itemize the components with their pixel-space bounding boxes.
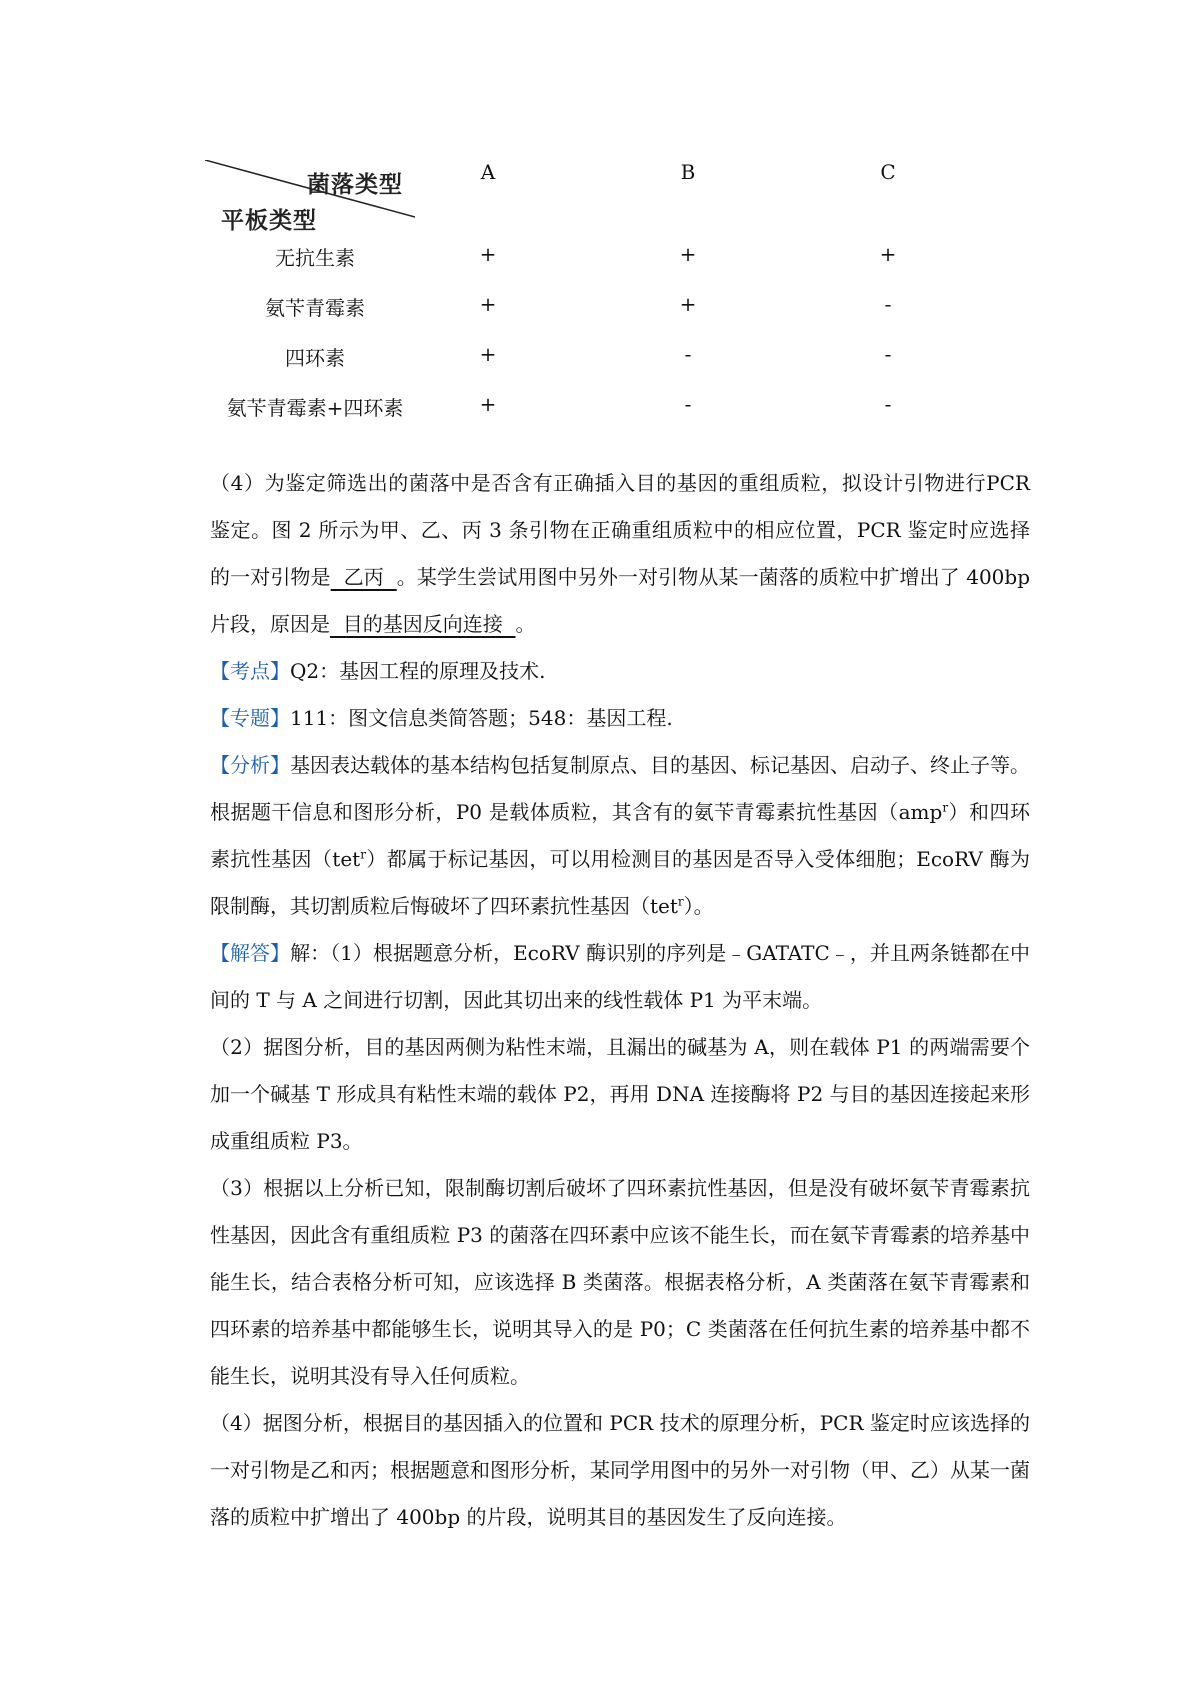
table-cell: +	[479, 342, 497, 366]
table-row	[200, 292, 1030, 332]
table-header	[200, 150, 1030, 234]
row-label: 氨苄青霉素+四环素	[226, 396, 404, 420]
jieda-text-1: 解：（1）根据题意分析，EcoRV 酶识别的序列是﹣GATATC﹣，并且两条链都在中间的 T 与 A 之间进行切割，因此其切出来的线性载体 P1 为平末端。	[210, 941, 1031, 1012]
question-4	[210, 460, 1030, 648]
fenxi-tag: 【分析】	[210, 753, 290, 777]
fenxi-text-3: ）都属于标记基因，可以用检测目的基因是否导入受体细胞；EcoRV 酶为限制酶，其切割质粒后悔破坏了四环素抗性基因（tet	[210, 847, 1030, 918]
table-cell: -	[684, 342, 692, 366]
kaodian-text: Q2：基因工程的原理及技术.	[290, 659, 546, 683]
zhuanti-section	[210, 695, 1030, 742]
table-cell: -	[684, 392, 692, 416]
answer-primers: 乙丙	[330, 565, 397, 589]
fenxi-section	[210, 742, 1030, 930]
table-cell: -	[884, 392, 892, 416]
table-row	[200, 342, 1030, 382]
table-cell: +	[679, 242, 697, 266]
column-header-c: C	[880, 160, 896, 184]
table-cell: +	[479, 392, 497, 416]
question-4-text-1: （4）为鉴定筛选出的菌落中是否含有正确插入目的基因的重组质粒，拟设计引物进行PCR 鉴定。图 2 所示为甲、乙、丙 3 条引物在正确重组质粒中的相应位置，PCR 鉴定时应选择的一对引物是	[210, 471, 1030, 589]
table-row	[200, 392, 1030, 432]
superscript-r: r	[677, 894, 684, 909]
jieda-part-3	[210, 1165, 1030, 1400]
kaodian-tag: 【考点】	[210, 659, 290, 683]
colony-type-label: 菌落类型	[307, 171, 403, 198]
answer-reason: 目的基因反向连接	[330, 612, 516, 636]
table-cell: +	[479, 292, 497, 316]
jieda-text-2: （2）据图分析，目的基因两侧为粘性末端，且漏出的碱基为 A，则在载体 P1 的两端需要个加一个碱基 T 形成具有粘性末端的载体 P2，再用 DNA 连接酶将 P2 与目的基因连接起来形成重组质粒 P3。	[210, 1035, 1030, 1153]
fenxi-text-4: ）。	[683, 894, 714, 918]
kaodian-section	[210, 648, 1030, 695]
table-cell: +	[679, 292, 697, 316]
superscript-r: r	[360, 847, 366, 862]
table-cell: +	[879, 242, 897, 266]
superscript-r: r	[942, 800, 949, 815]
table-row	[200, 242, 1030, 282]
zhuanti-text: 111：图文信息类简答题；548：基因工程.	[290, 706, 673, 730]
question-4-text-2: 。某学生尝试用图中另外一对引物从某一菌落的质粒中扩增出了 400bp 片段，原因是	[210, 565, 1030, 636]
row-label: 四环素	[285, 346, 345, 370]
question-4-text-3: 。	[515, 612, 536, 636]
zhuanti-tag: 【专题】	[210, 706, 290, 730]
jieda-part-4	[210, 1400, 1030, 1541]
jieda-part-1	[210, 930, 1030, 1024]
colony-table	[200, 150, 1030, 420]
table-cell: +	[479, 242, 497, 266]
jieda-tag: 【解答】	[210, 941, 291, 965]
jieda-part-2	[210, 1024, 1030, 1165]
fenxi-text-2: ）和四环素抗性基因（tet	[210, 800, 1031, 871]
row-label: 氨苄青霉素	[265, 296, 365, 320]
jieda-text-3: （3）根据以上分析已知，限制酶切割后破坏了四环素抗性基因，但是没有破坏氨苄青霉素抗性基因，因此含有重组质粒 P3 的菌落在四环素中应该不能生长，而在氨苄青霉素的培养基中能生长，结合表格分析可知，应该选择 B 类菌落。根据表格分析，A 类菌落在氨苄青霉素和四环素的培养基中都能够生长，说明其导入的是 P0；C 类菌落在任何抗生素的培养基中都不能生长，说明其没有导入任何质粒。	[210, 1176, 1030, 1388]
table-cell: -	[884, 292, 892, 316]
jieda-text-4: （4）据图分析，根据目的基因插入的位置和 PCR 技术的原理分析，PCR 鉴定时应该选择的一对引物是乙和丙；根据题意和图形分析，某同学用图中的另外一对引物（甲、乙）从某一菌落的质粒中扩增出了 400bp 的片段，说明其目的基因发生了反向连接。	[210, 1411, 1030, 1529]
table-cell: -	[884, 342, 892, 366]
column-header-b: B	[680, 160, 696, 184]
fenxi-text-1: 基因表达载体的基本结构包括复制原点、目的基因、标记基因、启动子、终止子等。根据题干信息和图形分析，P0 是载体质粒，其含有的氨苄青霉素抗性基因（amp	[210, 753, 1030, 824]
column-header-a: A	[480, 160, 496, 184]
diagonal-header-cell	[205, 160, 415, 235]
plate-type-label: 平板类型	[221, 207, 317, 234]
row-label: 无抗生素	[275, 246, 355, 270]
